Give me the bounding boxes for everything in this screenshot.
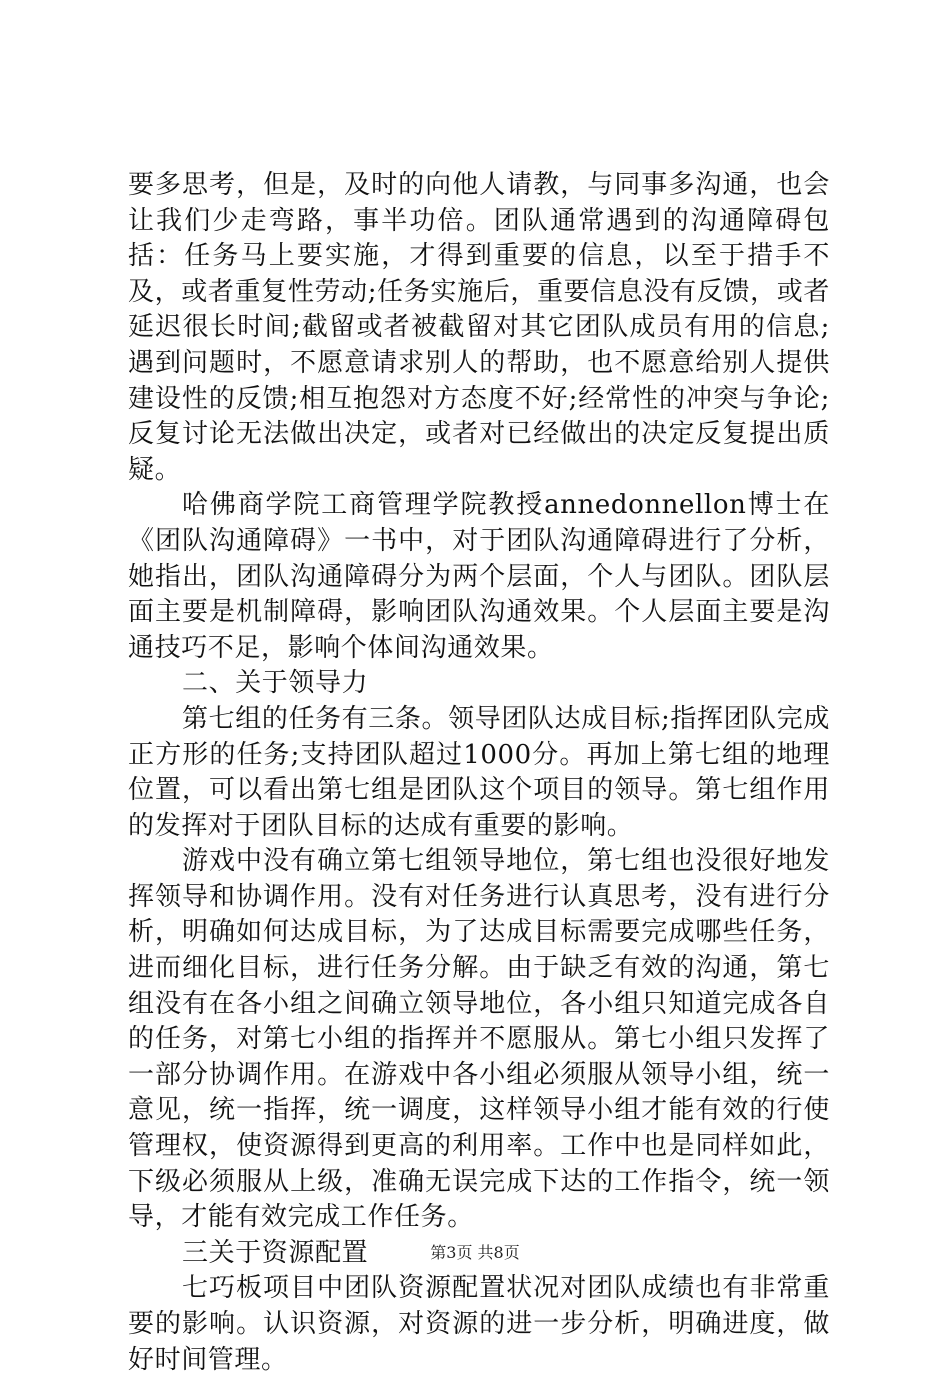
document-body [128,168,830,1378]
paragraph-tangram-resources: 七巧板项目中团队资源配置状况对团队成绩也有非常重要的影响。认识资源，对资源的进一步分析，明确进度，做好时间管理。 [128,1273,830,1375]
section-heading-leadership: 二、关于领导力 [182,668,369,699]
paragraph-continuation: 要多思考，但是，及时的向他人请教，与同事多沟通，也会让我们少走弯路，事半功倍。团队通常遇到的沟通障碍包括：任务马上要实施，才得到重要的信息，以至于措手不及，或者重复性劳动;任务实施后，重要信息没有反馈，或者延迟很长时间;截留或者被截留对其它团队成员有用的信息;遇到问题时，不愿意请求别人的帮助，也不愿意给别人提供建设性的反馈;相互抱怨对方态度不好;经常性的冲突与争论;反复讨论无法做出决定，或者对已经做出的决定反复提出质疑。 [128,170,830,485]
paragraph-game-leadership: 游戏中没有确立第七组领导地位，第七组也没很好地发挥领导和协调作用。没有对任务进行认真思考，没有进行分析，明确如何达成目标，为了达成目标需要完成哪些任务，进而细化目标，进行任务分解。由于缺乏有效的沟通，第七组没有在各小组之间确立领导地位，各小组只知道完成各自的任务，对第七小组的指挥并不愿服从。第七小组只发挥了一部分协调作用。在游戏中各小组必须服从领导小组，统一意见，统一指挥，统一调度，这样领导小组才能有效的行使管理权，使资源得到更高的利用率。工作中也是同样如此，下级必须服从上级，准确无误完成下达的工作指令，统一领导，才能有效完成工作任务。 [128,846,830,1233]
paragraph-harvard-professor: 哈佛商学院工商管理学院教授annedonnellon博士在《团队沟通障碍》一书中，对于团队沟通障碍进行了分析，她指出，团队沟通障碍分为两个层面，个人与团队。团队层面主要是机制障碍，影响团队沟通效果。个人层面主要是沟通技巧不足，影响个体间沟通效果。 [128,490,830,663]
page-footer: 第3页 共8页 [430,1243,520,1262]
paragraph-group-seven-tasks: 第七组的任务有三条。领导团队达成目标;指挥团队完成正方形的任务;支持团队超过1000分。再加上第七组的地理位置，可以看出第七组是团队这个项目的领导。第七组作用的发挥对于团队目标的达成有重要的影响。 [128,703,830,841]
section-heading-resource-allocation: 三关于资源配置 [182,1237,369,1268]
